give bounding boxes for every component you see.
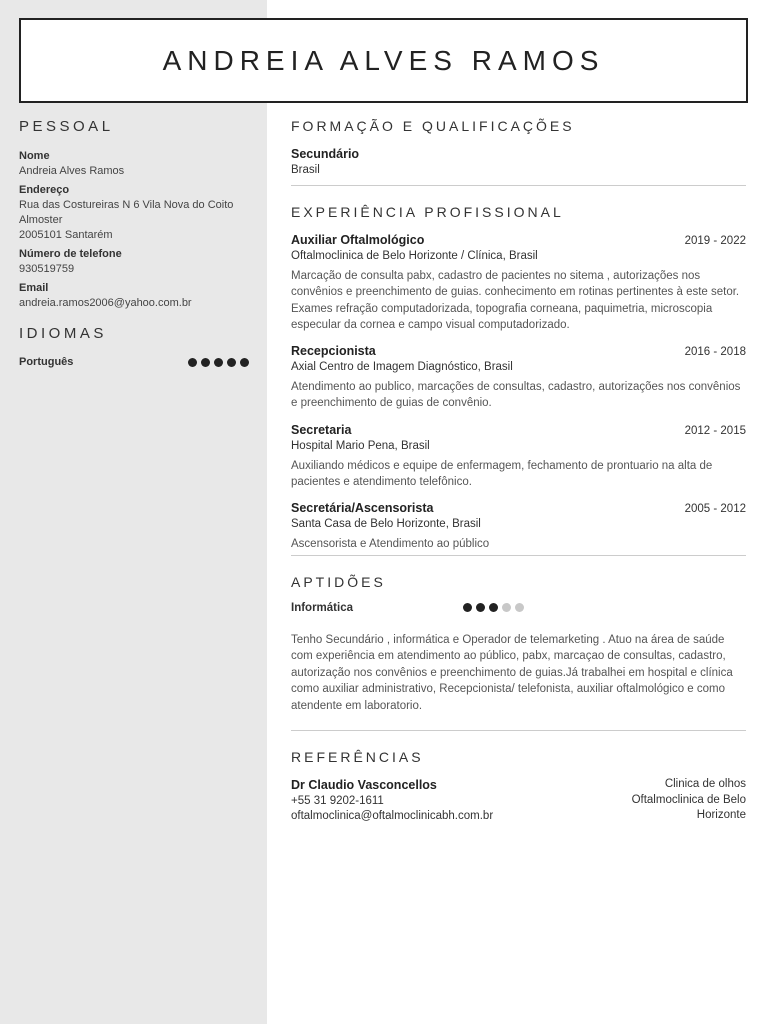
references-heading: REFERÊNCIAS: [291, 749, 424, 766]
job-company: Santa Casa de Belo Horizonte, Brasil: [291, 518, 481, 531]
field-name: [19, 149, 249, 179]
job-entry: [291, 232, 746, 333]
divider: [291, 555, 746, 556]
field-label: Nome: [19, 150, 50, 162]
language-level-dots: [188, 358, 249, 367]
skill-row: [291, 602, 746, 614]
rating-dot-filled: [463, 603, 472, 612]
field-address: [19, 183, 249, 243]
job-title: Secretária/Ascensorista: [291, 501, 434, 516]
rating-dot-filled: [201, 358, 210, 367]
education-item: [291, 146, 746, 178]
reference-entry: [291, 777, 746, 824]
job-dates: 2005 - 2012: [684, 503, 746, 516]
reference-name: Dr Claudio Vasconcellos: [291, 778, 437, 793]
job-company: Oftalmoclinica de Belo Horizonte / Clínica, Brasil: [291, 250, 538, 262]
field-value: Andreia Alves Ramos: [19, 165, 125, 177]
job-description: Marcação de consulta pabx, cadastro de pacientes no sitema , autorizações nos convênios e preenchimento de guias. conhecimento em rotinas pertinentes à este setor. Exames refração computadorizada, topografia corneana, paquimetria, microscopia especular da cornea e campo visual computadorizado.: [291, 270, 740, 331]
reference-phone: +55 31 9202-1611: [291, 795, 384, 808]
field-value: Rua das Costureiras N 6 Vila Nova do Coito Almoster 2005101 Santarém: [19, 199, 234, 241]
rating-dot-filled: [489, 603, 498, 612]
job-entry: [291, 500, 746, 552]
job-dates: 2016 - 2018: [684, 346, 746, 359]
field-label: Email: [19, 282, 49, 294]
job-dates: 2019 - 2022: [684, 235, 746, 247]
skill-level-dots: [463, 603, 524, 612]
job-company: Hospital Mario Pena, Brasil: [291, 439, 430, 452]
personal-heading: PESSOAL: [19, 118, 114, 135]
education-heading: FORMAÇÃO E QUALIFICAÇÕES: [291, 118, 575, 134]
job-title: Secretaria: [291, 422, 352, 437]
main-content: [291, 118, 746, 824]
job-company: Axial Centro de Imagem Diagnóstico, Brasil: [291, 361, 513, 374]
rating-dot-filled: [188, 358, 197, 367]
rating-dot-filled: [227, 358, 236, 367]
job-description: Ascensorista e Atendimento ao público: [291, 538, 490, 551]
job-title: Auxiliar Oftalmológico: [291, 233, 425, 247]
sidebar: [19, 118, 249, 368]
field-phone: [19, 247, 249, 277]
job-description: Atendimento ao publico, marcações de consultas, cadastro, autorizações nos convênios e preenchimento de guias de convênio.: [291, 381, 741, 410]
field-email: [19, 281, 249, 311]
language-row: [19, 356, 249, 368]
divider: [291, 730, 746, 731]
reference-organization: Clinica de olhos Oftalmoclinica de Belo Horizonte: [631, 778, 746, 822]
name-header: [19, 18, 748, 103]
languages-heading: IDIOMAS: [19, 325, 107, 342]
education-title: Secundário: [291, 147, 360, 161]
field-value: andreia.ramos2006@yahoo.com.br: [19, 297, 192, 309]
job-title: Recepcionista: [291, 344, 376, 359]
rating-dot-filled: [240, 358, 249, 367]
job-entry: [291, 343, 746, 412]
reference-email: oftalmoclinica@oftalmoclinicabh.com.br: [291, 810, 494, 823]
job-entry: [291, 422, 746, 491]
language-name: Português: [19, 356, 74, 368]
skills-heading: APTIDÕES: [291, 573, 386, 590]
resume-name: ANDREIA ALVES RAMOS: [162, 44, 605, 76]
rating-dot-empty: [502, 603, 511, 612]
divider: [291, 185, 746, 186]
field-value: 930519759: [19, 263, 75, 275]
profile-summary: Tenho Secundário , informática e Operador de telemarketing . Atuo na área de saúde com experiência em atendimento ao público, pabx, marcaçao de consultas, cadastro, autorização nos convênios e preenchimento de guias.Já trabalhei em hospital e clínica como auxiliar administrativo, Recepcionista/ telefonista, auxiliar oftalmológico e como atendente em laboratorio.: [291, 633, 733, 712]
rating-dot-filled: [214, 358, 223, 367]
job-dates: 2012 - 2015: [684, 424, 746, 437]
field-label: Endereço: [19, 184, 70, 196]
education-place: Brasil: [291, 164, 320, 176]
skill-name: Informática: [291, 601, 353, 614]
experience-heading: EXPERIÊNCIA PROFISSIONAL: [291, 204, 564, 220]
rating-dot-filled: [476, 603, 485, 612]
field-label: Número de telefone: [19, 248, 122, 260]
job-description: Auxiliando médicos e equipe de enfermagem, fechamento de prontuario na alta de pacientes e atendimento telefônico.: [291, 459, 713, 489]
rating-dot-empty: [515, 603, 524, 612]
